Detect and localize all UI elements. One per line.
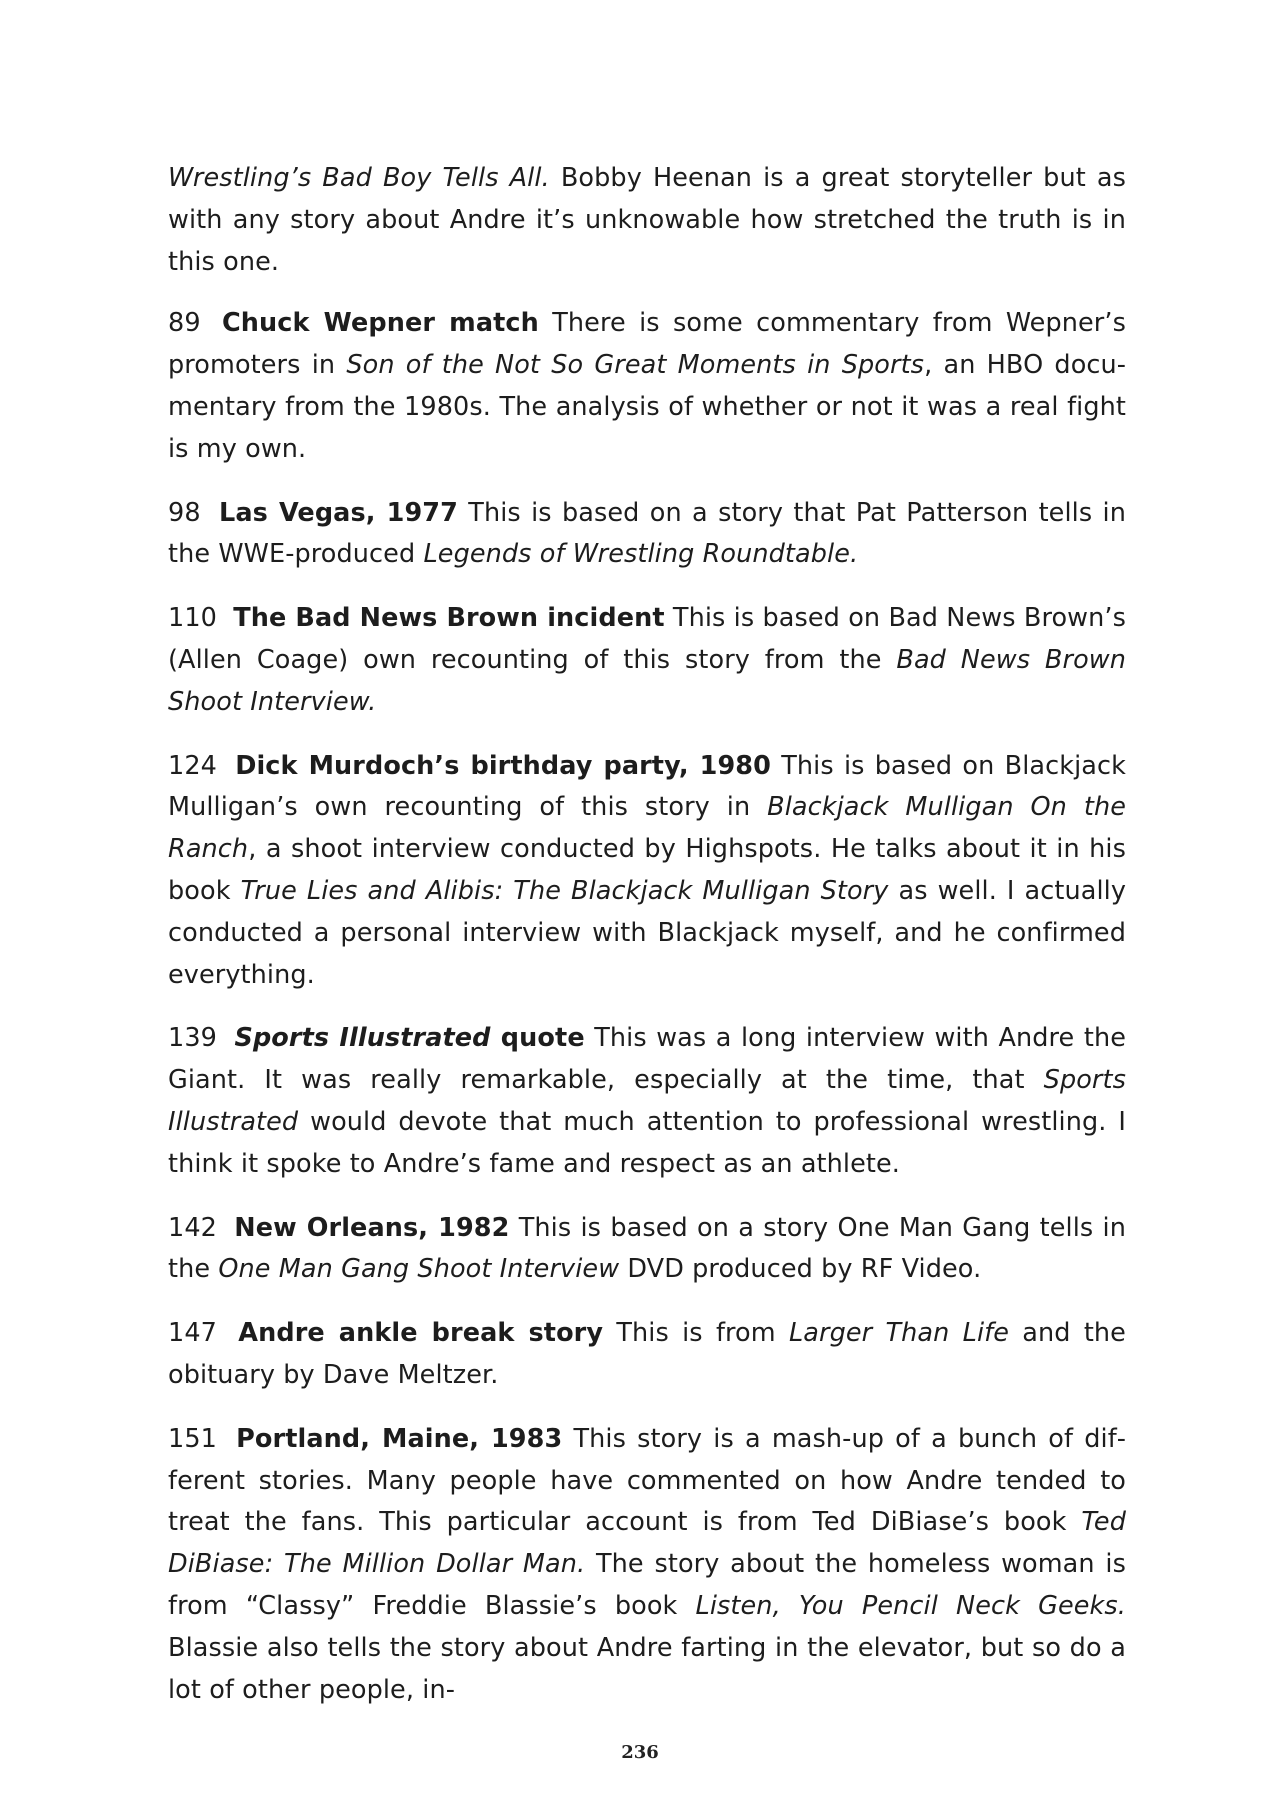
note-text-italic: Listen, You Pencil Neck Geeks.	[695, 1590, 1126, 1621]
note-heading: quote	[490, 1023, 585, 1054]
note-page-number: 89	[168, 308, 201, 339]
note-text-italic: Larger Than Life	[788, 1318, 1010, 1349]
note-text-italic: Legends of Wrestling Roundtable.	[423, 539, 859, 570]
note-page-number: 151	[168, 1423, 217, 1454]
note-entry	[168, 1313, 1126, 1397]
note-text: as well. I actually conducted a personal interview with Blackjack myself, and he confirmed everything.	[168, 875, 1127, 990]
note-heading: The Bad News Brown incident	[233, 603, 665, 634]
note-text-italic: Ted DiBiase: The Million Dollar Man.	[168, 1507, 1126, 1580]
note-page-number: 110	[168, 603, 217, 634]
note-entry	[168, 303, 1126, 470]
note-heading: Chuck Wepner match	[221, 308, 539, 339]
note-entry	[168, 598, 1126, 723]
note-text: and the obituary by Dave Meltzer.	[168, 1318, 1126, 1390]
note-text: This is based on a story One Man Gang tells in the	[168, 1212, 1126, 1285]
note-text: This was a long interview with Andre the Giant. It was really remarkable, especially at the time, that	[168, 1023, 1126, 1096]
note-text-italic: Sports Illustrated	[168, 1065, 1126, 1137]
note-text-italic: Blackjack Mulligan On the Ranch	[168, 792, 1126, 865]
note-text: The story about the homeless woman is from “Classy” Freddie Blassie’s book	[168, 1549, 1126, 1621]
note-text: Blassie also tells the story about Andre farting in the elevator, but so do a lot of other people, in-	[168, 1632, 1126, 1705]
note-text: This is based on Blackjack Mulligan’s own recounting of this story in	[168, 750, 1126, 823]
note-text-italic: Wrestling’s Bad Boy Tells All.	[168, 163, 550, 193]
note-text: This is based on a story that Pat Patterson tells in the WWE-produced	[168, 497, 1126, 570]
note-page-number: 98	[168, 497, 201, 528]
note-text: Bobby Heenan is a great storyteller but as with any story about Andre it’s unknowable how stretched the truth is in this one.	[168, 163, 1126, 277]
note-continuation	[168, 158, 1126, 283]
note-page-number: 139	[168, 1023, 217, 1054]
note-page-number: 142	[168, 1212, 217, 1243]
note-entry	[168, 1208, 1126, 1292]
note-heading: Portland, Maine, 1983	[236, 1423, 563, 1454]
note-entry	[168, 1419, 1126, 1712]
note-entry	[168, 746, 1126, 997]
note-entry	[168, 493, 1126, 577]
note-text: This is based on Bad News Brown’s (Allen Coage) own recounting of this story from the	[168, 603, 1126, 675]
note-page-number: 124	[168, 750, 217, 781]
note-text: , a shoot interview conducted by Highspots. He talks about it in his book	[168, 834, 1126, 906]
note-text: There is some commentary from Wepner’s promoters in	[168, 308, 1126, 381]
note-text-italic: Son of the Not So Great Moments in Sports	[346, 350, 925, 381]
note-text: would devote that much attention to professional wrestling. I think it spoke to Andre’s fame and respect as an athlete.	[168, 1106, 1126, 1179]
note-text-italic: True Lies and Alibis: The Blackjack Mulligan Story	[240, 875, 889, 906]
note-text: This is from	[603, 1318, 789, 1349]
page-body	[168, 158, 1126, 1733]
note-heading: Las Vegas, 1977	[218, 497, 458, 528]
page-number: 236	[621, 1742, 659, 1763]
note-page-number: 147	[168, 1318, 217, 1349]
note-text: This story is a mash-up of a bunch of different stories. Many people have commented on how Andre tended to treat the fans. This particular account is from Ted DiBiase’s book	[168, 1423, 1126, 1538]
note-text-italic: One Man Gang Shoot Interview	[218, 1254, 620, 1285]
note-entry	[168, 1018, 1126, 1185]
note-text: DVD produced by RF Video.	[619, 1254, 982, 1285]
note-heading-italic: Sports Illustrated	[234, 1023, 491, 1054]
note-heading: Dick Murdoch’s birthday party, 1980	[235, 750, 771, 781]
note-heading: Andre ankle break story	[238, 1318, 604, 1349]
note-text-italic: Bad News Brown Shoot Interview.	[168, 644, 1126, 717]
note-heading: New Orleans, 1982	[234, 1212, 510, 1243]
note-text: , an HBO documentary from the 1980s. The analysis of whether or not it was a real fight is my own.	[168, 350, 1126, 464]
